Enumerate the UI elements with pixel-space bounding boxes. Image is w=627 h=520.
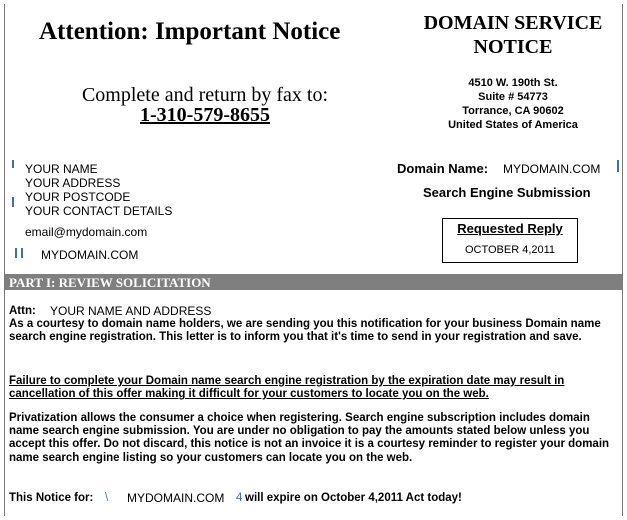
- field-marker: [617, 160, 619, 172]
- attn-label: Attn:: [9, 305, 36, 317]
- notice-domain: MYDOMAIN.COM: [127, 491, 225, 505]
- requested-reply-title: Requested Reply: [457, 221, 563, 236]
- service-name: Search Engine Submission: [423, 185, 591, 200]
- field-marker: [12, 197, 14, 207]
- field-marker: \: [105, 492, 109, 504]
- attn-value: YOUR NAME AND ADDRESS: [50, 304, 212, 318]
- service-title-line2: NOTICE: [473, 36, 553, 58]
- expiry-text: will expire on October 4,2011 Act today!: [245, 492, 462, 504]
- customer-name: YOUR NAME: [25, 162, 98, 176]
- field-marker: [15, 248, 17, 258]
- service-title-line1: DOMAIN SERVICE: [423, 12, 603, 34]
- customer-email: email@mydomain.com: [25, 225, 148, 239]
- address-line: 4510 W. 190th St.: [468, 77, 558, 89]
- customer-address: YOUR ADDRESS: [25, 176, 121, 190]
- paragraph-warning: Failure to complete your Domain name search engine registration by the expiration date may result in cancellation of this offer making it difficult for your customers to locate you on the web.: [9, 375, 565, 401]
- requested-reply-date: OCTOBER 4,2011: [464, 244, 556, 256]
- fax-label: Complete and return by fax to:: [81, 84, 329, 106]
- customer-postcode: YOUR POSTCODE: [25, 190, 131, 204]
- customer-domain: MYDOMAIN.COM: [41, 248, 139, 262]
- address-line: Suite # 54773: [478, 91, 548, 103]
- notice-document: [4, 4, 623, 516]
- fax-number: 1-310-579-8655: [140, 104, 270, 126]
- address-line: United States of America: [448, 119, 578, 131]
- notice-title: Attention: Important Notice: [39, 18, 341, 45]
- field-marker: 4: [236, 492, 243, 504]
- paragraph-courtesy: As a courtesy to domain name holders, we are sending you this notification for your business Domain name search engine registration. This letter is to inform you that it's time to send in your registration and save.: [9, 318, 601, 344]
- domain-name-value: MYDOMAIN.COM: [503, 162, 601, 176]
- field-marker: [12, 160, 14, 168]
- customer-contact: YOUR CONTACT DETAILS: [25, 204, 173, 218]
- domain-name-label: Domain Name:: [397, 161, 489, 176]
- notice-for-label: This Notice for:: [9, 492, 94, 504]
- section-title: PART I: REVIEW SOLICITATION: [9, 275, 211, 290]
- address-line: Torrance, CA 90602: [462, 105, 564, 117]
- field-marker: [21, 248, 23, 258]
- paragraph-privatization: Privatization allows the consumer a choice when registering. Search engine subscription includes domain name search engine submission. You are under no obligation to pay the amounts stated below unless you accept this offer. Do not discard, this notice is not an invoice it is a courtesy reminder to register your domain name search engine listing so your customers can locate you on the web.: [9, 412, 610, 464]
